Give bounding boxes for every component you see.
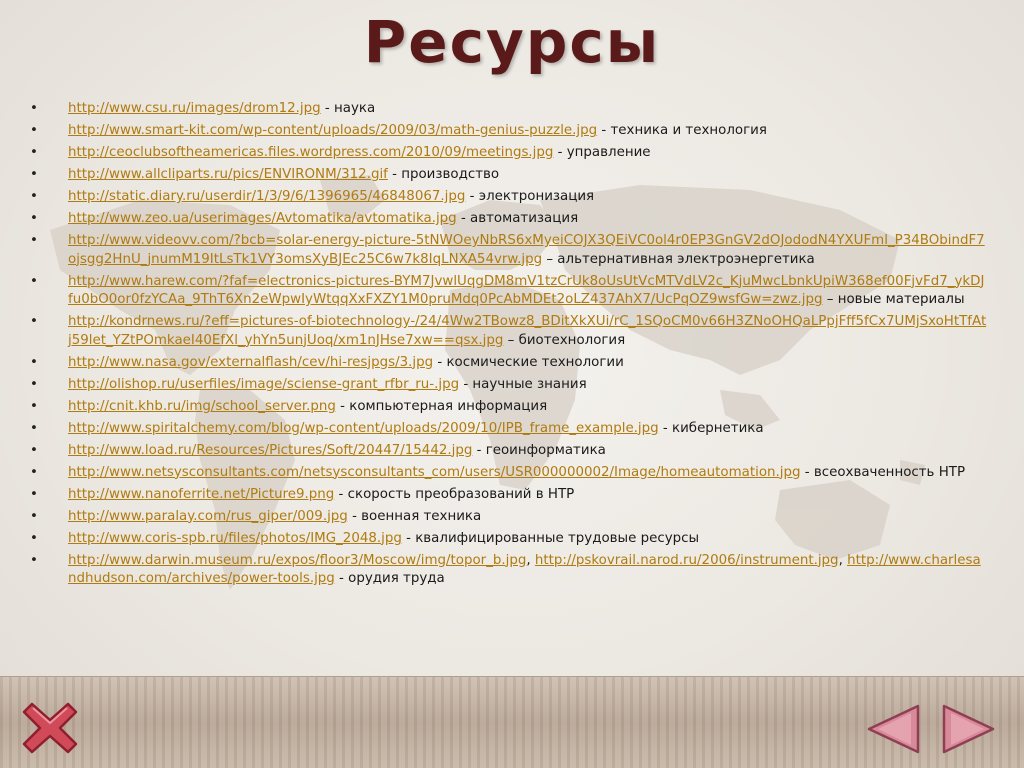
resource-item (28, 122, 988, 141)
resource-item (28, 188, 988, 207)
resource-item (28, 144, 988, 163)
resource-description: - военная техника (347, 508, 482, 524)
resource-link[interactable]: http://cnit.khb.ru/img/school_server.png (68, 398, 336, 414)
resource-item (28, 552, 988, 589)
slide-title: Ресурсы (363, 8, 661, 76)
close-button[interactable] (22, 700, 78, 756)
resource-description: - орудия труда (334, 571, 445, 586)
resource-link[interactable]: http://www.load.ru/Resources/Pictures/Soft/20447/15442.jpg (68, 442, 473, 458)
resource-description: - научные знания (459, 376, 587, 392)
resource-link[interactable]: http://pskovrail.narod.ru/2006/instrument.jpg (534, 552, 839, 568)
resource-link[interactable]: http://www.smart-kit.com/wp-content/uploads/2009/03/math-genius-puzzle.jpg (68, 123, 598, 138)
resource-item (28, 530, 988, 549)
resource-item (28, 166, 988, 185)
resource-link[interactable]: http://www.nanoferrite.net/Picture9.png (68, 486, 335, 502)
previous-slide-button[interactable] (866, 703, 922, 755)
resource-link[interactable]: http://www.charlesandhudson.com/archives/power-tools.jpg (68, 552, 981, 586)
triangle-left-icon (869, 706, 918, 752)
triangle-right-icon (944, 706, 993, 752)
resource-link[interactable]: http://www.coris-spb.ru/files/photos/IMG_2048.jpg (68, 530, 402, 546)
next-slide-button[interactable] (940, 703, 996, 755)
resource-description: – альтернативная электроэнергетика (542, 251, 815, 267)
resource-item (28, 210, 988, 229)
resource-link[interactable]: http://olishop.ru/userfiles/image/sciense-grant_rfbr_ru-.jpg (68, 376, 460, 392)
resource-link[interactable]: http://www.harew.com/?faf=electronics-pictures-BYM7JvwlUqgDM8mV1tzCrUk8oUsUtVcMTVdLV2c_KjuMwcLbnkUpiW368ef00FjvFd7_ykDJfu0bO0or0fzYCAa_9ThT6Xn2eWpwIyWtqqXxFXZY1M0pruMdq0PcAbMDEt2oLZ437AhX7/UcPqOZ9wsfGw=zwz.jpg (68, 273, 985, 307)
resource-description: - всеохваченность НТР (800, 464, 966, 480)
resource-description: - производство (387, 167, 500, 182)
resource-description: - компьютерная информация (335, 398, 548, 414)
resource-description: - геоинформатика (472, 442, 606, 458)
resource-link[interactable]: http://static.diary.ru/userdir/1/3/9/6/1396965/46848067.jpg (68, 189, 466, 204)
resource-link[interactable]: http://www.zeo.ua/userimages/Avtomatika/avtomatika.jpg (68, 211, 457, 226)
resource-link[interactable]: http://www.nasa.gov/externalflash/cev/hi-resjpgs/3.jpg (68, 354, 434, 370)
resource-description: - квалифицированные трудовые ресурсы (401, 530, 700, 546)
resource-item (28, 398, 988, 417)
resource-link[interactable]: http://www.spiritalchemy.com/blog/wp-content/uploads/2009/10/IPB_frame_example.jpg (68, 420, 659, 436)
resource-item (28, 376, 988, 395)
resource-item (28, 464, 988, 483)
resource-link[interactable]: http://kondrnews.ru/?eff=pictures-of-biotechnology-/24/4Ww2TBowz8_BDitXkXUi/rC_1SQoCM0v66H3ZNoOHQaLPpjFff5fCx7UMjSxoHtTfAtj59let_YZtPOmkaeI40EfXl_yhYn5unjUoq/xm1nJHse7xw==qsx.jpg (68, 314, 987, 348)
resource-item (28, 486, 988, 505)
resource-description: – новые материалы (822, 292, 965, 307)
resource-description: - автоматизация (456, 211, 579, 226)
resource-link[interactable]: http://www.allcliparts.ru/pics/ENVIRONM/312.gif (68, 167, 388, 182)
resource-item (28, 442, 988, 461)
resource-description: - кибернетика (658, 420, 764, 436)
resource-item (28, 508, 988, 527)
resource-description: - космические технологии (433, 354, 624, 370)
resource-link[interactable]: http://www.csu.ru/images/drom12.jpg (68, 101, 321, 116)
resource-item (28, 313, 988, 350)
resource-link[interactable]: http://www.netsysconsultants.com/netsysconsultants_com/users/USR000000002/Image/homeautomation.jpg (68, 464, 801, 480)
link-separator: , (526, 552, 535, 568)
resource-description: – биотехнология (503, 332, 626, 348)
resource-list (28, 100, 988, 592)
resource-item (28, 100, 988, 119)
resource-description: - управление (553, 145, 651, 160)
resource-description: - электронизация (465, 189, 595, 204)
resource-link[interactable]: http://www.paralay.com/rus_giper/009.jpg (68, 508, 348, 524)
resource-item (28, 232, 988, 269)
resource-description: - техника и технология (597, 123, 767, 138)
resource-item (28, 420, 988, 439)
resource-item (28, 273, 988, 310)
resource-description: - скорость преобразований в НТР (334, 486, 575, 502)
close-icon (24, 704, 76, 752)
link-separator: , (838, 552, 848, 568)
resource-link[interactable]: http://www.darwin.museum.ru/expos/floor3/Moscow/img/topor_b.jpg (68, 552, 527, 568)
resource-link[interactable]: http://www.videovv.com/?bcb=solar-energy-picture-5tNWOeyNbRS6xMyeiCOJX3QEiVC0ol4r0EP3GnGV2dOJododN4YXUFml_P34BObindF7ojsgg2HnU_jnumM19ItLsTk1VY3omsXyBJEc25C6w7k8IqLNXA54vrw.jpg (68, 233, 985, 267)
resource-description: - наука (320, 101, 376, 116)
resource-link[interactable]: http://ceoclubsoftheamericas.files.wordpress.com/2010/09/meetings.jpg (68, 145, 554, 160)
resource-item (28, 354, 988, 373)
